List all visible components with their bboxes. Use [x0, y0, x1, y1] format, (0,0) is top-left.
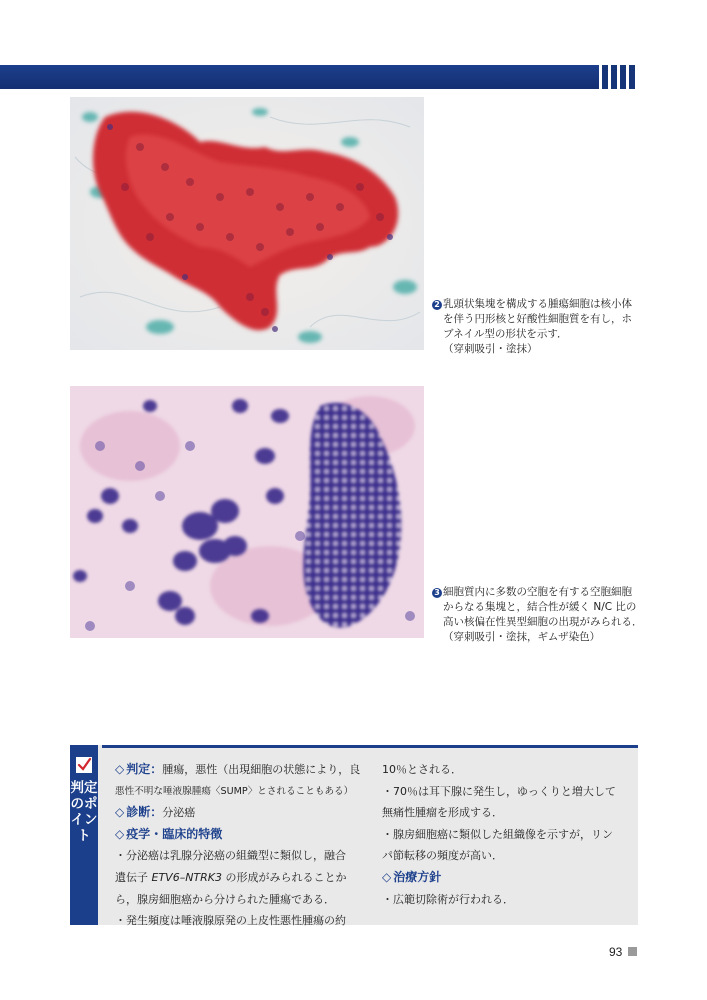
diagnosis-heading: 診断： [126, 805, 163, 820]
page-number: 93 [609, 945, 623, 959]
figure-2-caption-line-4: （穿刺吸引・塗抹） [443, 343, 538, 355]
judgement-line: ◇ 判定：腫瘍，悪性（出現細胞の状態により，良 [115, 762, 361, 776]
right-line-1: 10％とされる． [382, 763, 462, 776]
judgement-heading: 判定： [126, 762, 163, 776]
judgement-text-2: 悪性不明な唾液腺腫瘍〈SUMP〉とされることもある） [115, 785, 354, 797]
diagnosis-text: 分泌癌 [162, 806, 196, 820]
points-left-column [115, 759, 370, 932]
figure-3-caption [432, 585, 644, 645]
micrograph-vacuolated-cells [70, 386, 424, 638]
figure-2-caption-line-1: 2 乳頭状集塊を構成する腫瘍細胞は核小体 [432, 297, 644, 312]
right-line-4: ・腺房細胞癌に類似した組織像を示すが，リン [382, 827, 613, 841]
right-line-2: ・70％は耳下腺に発生し，ゆっくりと増大して [382, 784, 616, 798]
treatment-text: ・広範切除術が行われる． [382, 892, 514, 906]
epidemiology-line-1: ・分泌癌は乳腺分泌癌の組織型に類似し，融合 [115, 849, 346, 863]
right-line-5: パ節転移の頻度が高い． [382, 849, 503, 863]
judgement-text: 腫瘍，悪性（出現細胞の状態により，良 [162, 763, 361, 776]
gene-name: ETV6–NTRK3 [151, 870, 222, 884]
figure-3-caption-line-2: からなる集塊と，結合性が緩く N/C 比の [443, 601, 637, 613]
epidemiology-line-3: ら，腺房細胞癌から分けられた腫瘍である． [115, 892, 335, 906]
points-tab-label: 判定のポイント [70, 780, 98, 844]
figure-2-caption-line-2: を伴う円形核と好酸性細胞質を有し，ホ [443, 313, 632, 325]
treatment-heading: ◇ 治療方針 [382, 869, 442, 884]
points-right-column [382, 759, 634, 910]
right-line-3: 無痛性腫瘤を形成する． [382, 806, 503, 820]
figure-2-number: 2 [432, 300, 442, 310]
figure-2-caption [432, 297, 644, 357]
epidemiology-line-2: 遺伝子 ETV6–NTRK3 の形成がみられることか [115, 870, 347, 884]
diagnosis-line: ◇ 診断：分泌癌 [115, 805, 196, 820]
epidemiology-heading: ◇ 疫学・臨床的特徴 [115, 826, 223, 841]
figure-3-caption-line-4: （穿刺吸引・塗抹，ギムザ染色） [443, 631, 601, 643]
points-box [70, 745, 638, 928]
figure-3-caption-line-1: 3 細胞質内に多数の空胞を有する空胞細胞 [432, 585, 644, 600]
points-tab [70, 745, 98, 925]
points-box-top-rule [102, 745, 638, 748]
page-number-marker [628, 947, 637, 956]
epidemiology-line-4: ・発生頻度は唾液腺原発の上皮性悪性腫瘍の約 [115, 914, 346, 928]
header-stripes [602, 65, 635, 89]
figure-3-number: 3 [432, 588, 442, 598]
figure-2-caption-line-3: ブネイル型の形状を示す． [443, 328, 568, 340]
checkmark-icon [76, 757, 92, 773]
header-bar [0, 65, 599, 89]
micrograph-papillary-cluster [70, 97, 424, 350]
figure-3-caption-line-3: 高い核偏在性異型細胞の出現がみられる． [443, 616, 643, 628]
